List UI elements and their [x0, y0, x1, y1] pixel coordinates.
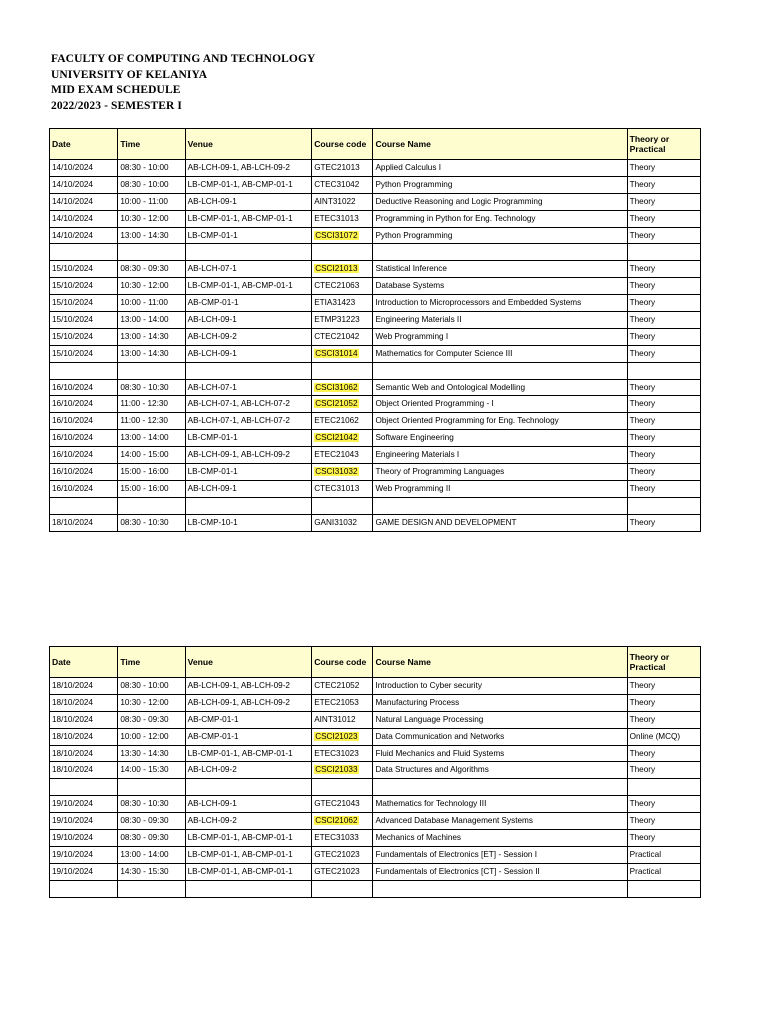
cell-course-code: ETEC31033 [312, 830, 373, 847]
cell-venue: LB-CMP-10-1 [185, 514, 312, 531]
cell-course-code: ETEC21043 [312, 447, 373, 464]
cell-course-code: CTEC31042 [312, 176, 373, 193]
table-row [50, 278, 701, 295]
cell-venue: LB-CMP-01-1 [185, 430, 312, 447]
empty-cell [50, 497, 118, 514]
empty-cell [627, 497, 700, 514]
cell-date: 18/10/2024 [50, 694, 118, 711]
cell-time: 10:30 - 12:00 [118, 278, 185, 295]
cell-course-code: AINT31022 [312, 193, 373, 210]
cell-course-name: Database Systems [373, 278, 627, 295]
cell-time: 11:00 - 12:30 [118, 413, 185, 430]
cell-time: 08:30 - 09:30 [118, 813, 185, 830]
table-row [50, 210, 701, 227]
cell-date: 15/10/2024 [50, 295, 118, 312]
cell-date: 14/10/2024 [50, 227, 118, 244]
cell-date: 15/10/2024 [50, 312, 118, 329]
empty-cell [627, 779, 700, 796]
cell-type: Theory [627, 464, 700, 481]
table-row [50, 728, 701, 745]
cell-course-code [312, 379, 373, 396]
empty-cell [373, 244, 627, 261]
cell-course-name: Introduction to Cyber security [373, 678, 627, 695]
cell-type: Theory [627, 261, 700, 278]
cell-date: 16/10/2024 [50, 464, 118, 481]
cell-time: 15:00 - 16:00 [118, 464, 185, 481]
cell-course-code [312, 396, 373, 413]
cell-type: Theory [627, 480, 700, 497]
empty-cell [627, 880, 700, 897]
cell-course-name: Python Programming [373, 176, 627, 193]
cell-time: 10:00 - 11:00 [118, 295, 185, 312]
empty-cell [50, 362, 118, 379]
cell-date: 16/10/2024 [50, 447, 118, 464]
cell-type: Theory [627, 396, 700, 413]
cell-date: 16/10/2024 [50, 430, 118, 447]
cell-course-name: Introduction to Microprocessors and Embedded Systems [373, 295, 627, 312]
table-row [50, 379, 701, 396]
cell-venue: AB-LCH-09-2 [185, 762, 312, 779]
empty-cell [118, 779, 185, 796]
empty-cell [118, 362, 185, 379]
empty-cell [627, 362, 700, 379]
cell-type: Theory [627, 379, 700, 396]
cell-venue: AB-LCH-09-1 [185, 312, 312, 329]
cell-venue: AB-CMP-01-1 [185, 295, 312, 312]
highlighted-course-code: CSCI21042 [315, 433, 358, 443]
cell-course-code [312, 762, 373, 779]
cell-course-code: ETEC31023 [312, 745, 373, 762]
spacer-row [50, 497, 701, 514]
column-header-type: Theory or Practical [627, 129, 700, 160]
cell-time: 13:30 - 14:30 [118, 745, 185, 762]
cell-date: 19/10/2024 [50, 846, 118, 863]
exam-schedule-table-1 [49, 128, 701, 532]
highlighted-course-code: CSCI21033 [315, 765, 358, 775]
cell-venue: AB-LCH-09-1 [185, 345, 312, 362]
cell-venue: AB-LCH-09-1 [185, 193, 312, 210]
cell-time: 10:00 - 12:00 [118, 728, 185, 745]
cell-course-name: Fundamentals of Electronics [ET] - Session I [373, 846, 627, 863]
column-header-venue: Venue [185, 647, 312, 678]
cell-venue: LB-CMP-01-1, AB-CMP-01-1 [185, 863, 312, 880]
cell-venue: AB-LCH-09-2 [185, 328, 312, 345]
cell-date: 14/10/2024 [50, 193, 118, 210]
table-row [50, 863, 701, 880]
cell-date: 19/10/2024 [50, 796, 118, 813]
table-row [50, 694, 701, 711]
cell-type: Theory [627, 813, 700, 830]
cell-course-name: Mathematics for Computer Science III [373, 345, 627, 362]
cell-time: 08:30 - 10:00 [118, 678, 185, 695]
table-row [50, 796, 701, 813]
cell-time: 13:00 - 14:00 [118, 430, 185, 447]
empty-cell [50, 880, 118, 897]
cell-type: Theory [627, 210, 700, 227]
cell-course-code: ETIA31423 [312, 295, 373, 312]
cell-time: 14:00 - 15:00 [118, 447, 185, 464]
cell-course-name: Object Oriented Programming - I [373, 396, 627, 413]
cell-time: 08:30 - 10:30 [118, 379, 185, 396]
cell-course-name: Fundamentals of Electronics [CT] - Session II [373, 863, 627, 880]
highlighted-course-code: CSCI31062 [315, 382, 358, 392]
cell-course-code: AINT31012 [312, 711, 373, 728]
highlighted-course-code: CSCI21062 [315, 816, 358, 826]
cell-type: Theory [627, 694, 700, 711]
cell-course-name: Engineering Materials I [373, 447, 627, 464]
cell-date: 15/10/2024 [50, 345, 118, 362]
column-header-venue: Venue [185, 129, 312, 160]
cell-type: Theory [627, 447, 700, 464]
cell-date: 18/10/2024 [50, 728, 118, 745]
cell-course-name: Data Structures and Algorithms [373, 762, 627, 779]
column-header-date: Date [50, 129, 118, 160]
cell-venue: AB-LCH-07-1, AB-LCH-07-2 [185, 396, 312, 413]
cell-time: 08:30 - 10:00 [118, 160, 185, 177]
cell-course-code: CTEC21042 [312, 328, 373, 345]
document-header [51, 52, 315, 114]
cell-type: Theory [627, 193, 700, 210]
cell-course-code: ETEC31013 [312, 210, 373, 227]
empty-cell [185, 779, 312, 796]
highlighted-course-code: CSCI21013 [315, 264, 358, 274]
cell-course-code: ETMP31223 [312, 312, 373, 329]
faculty-title: FACULTY OF COMPUTING AND TECHNOLOGY [51, 53, 316, 65]
column-header-course-code: Course code [312, 129, 373, 160]
cell-venue: LB-CMP-01-1, AB-CMP-01-1 [185, 830, 312, 847]
table-header-row [50, 129, 701, 160]
cell-venue: AB-LCH-07-1 [185, 261, 312, 278]
table-row [50, 261, 701, 278]
table-row [50, 176, 701, 193]
cell-venue: LB-CMP-01-1, AB-CMP-01-1 [185, 846, 312, 863]
highlighted-course-code: CSCI31014 [315, 348, 358, 358]
cell-time: 08:30 - 10:30 [118, 796, 185, 813]
spacer-row [50, 779, 701, 796]
table-row [50, 762, 701, 779]
cell-date: 14/10/2024 [50, 176, 118, 193]
empty-cell [185, 362, 312, 379]
empty-cell [312, 880, 373, 897]
cell-date: 19/10/2024 [50, 830, 118, 847]
empty-cell [50, 244, 118, 261]
cell-date: 15/10/2024 [50, 278, 118, 295]
cell-date: 15/10/2024 [50, 328, 118, 345]
spacer-row [50, 362, 701, 379]
spacer-row [50, 880, 701, 897]
cell-venue: LB-CMP-01-1, AB-CMP-01-1 [185, 745, 312, 762]
cell-course-name: Theory of Programming Languages [373, 464, 627, 481]
cell-venue: AB-LCH-09-1, AB-LCH-09-2 [185, 447, 312, 464]
table-row [50, 480, 701, 497]
cell-time: 13:00 - 14:00 [118, 846, 185, 863]
table-row [50, 830, 701, 847]
cell-time: 08:30 - 09:30 [118, 261, 185, 278]
cell-venue: LB-CMP-01-1, AB-CMP-01-1 [185, 278, 312, 295]
cell-type: Theory [627, 413, 700, 430]
cell-venue: LB-CMP-01-1 [185, 464, 312, 481]
table-row [50, 813, 701, 830]
cell-date: 16/10/2024 [50, 480, 118, 497]
highlighted-course-code: CSCI31072 [315, 230, 358, 240]
cell-course-code [312, 430, 373, 447]
table-row [50, 464, 701, 481]
table-row [50, 345, 701, 362]
table-row [50, 745, 701, 762]
cell-venue: AB-LCH-09-1, AB-LCH-09-2 [185, 694, 312, 711]
cell-type: Theory [627, 711, 700, 728]
cell-type: Theory [627, 745, 700, 762]
empty-cell [50, 779, 118, 796]
column-header-course-name: Course Name [373, 129, 627, 160]
cell-type: Practical [627, 863, 700, 880]
table-row [50, 430, 701, 447]
cell-time: 08:30 - 10:30 [118, 514, 185, 531]
highlighted-course-code: CSCI31032 [315, 466, 358, 476]
cell-time: 13:00 - 14:30 [118, 328, 185, 345]
cell-type: Theory [627, 295, 700, 312]
cell-course-name: Fluid Mechanics and Fluid Systems [373, 745, 627, 762]
cell-time: 10:30 - 12:00 [118, 210, 185, 227]
cell-date: 14/10/2024 [50, 160, 118, 177]
cell-date: 14/10/2024 [50, 210, 118, 227]
cell-course-code: CTEC21063 [312, 278, 373, 295]
cell-course-name: Semantic Web and Ontological Modelling [373, 379, 627, 396]
cell-venue: AB-LCH-07-1 [185, 379, 312, 396]
empty-cell [373, 880, 627, 897]
empty-cell [312, 497, 373, 514]
empty-cell [373, 497, 627, 514]
exam-schedule-table-2 [49, 646, 701, 898]
cell-venue: LB-CMP-01-1, AB-CMP-01-1 [185, 210, 312, 227]
cell-course-name: Statistical Inference [373, 261, 627, 278]
table-row [50, 514, 701, 531]
cell-course-name: Applied Calculus I [373, 160, 627, 177]
table-header-row [50, 647, 701, 678]
cell-venue: AB-LCH-09-2 [185, 813, 312, 830]
cell-date: 18/10/2024 [50, 762, 118, 779]
cell-course-name: Data Communication and Networks [373, 728, 627, 745]
column-header-course-name: Course Name [373, 647, 627, 678]
cell-type: Theory [627, 762, 700, 779]
table-row [50, 312, 701, 329]
cell-venue: AB-LCH-09-1, AB-LCH-09-2 [185, 678, 312, 695]
column-header-time: Time [118, 129, 185, 160]
cell-course-name: Programming in Python for Eng. Technology [373, 210, 627, 227]
table-row [50, 678, 701, 695]
column-header-type: Theory or Practical [627, 647, 700, 678]
empty-cell [627, 244, 700, 261]
empty-cell [118, 244, 185, 261]
cell-course-code [312, 345, 373, 362]
cell-course-name: Deductive Reasoning and Logic Programming [373, 193, 627, 210]
cell-type: Theory [627, 328, 700, 345]
empty-cell [373, 779, 627, 796]
empty-cell [185, 880, 312, 897]
empty-cell [373, 362, 627, 379]
cell-course-name: Software Engineering [373, 430, 627, 447]
cell-course-code: GANI31032 [312, 514, 373, 531]
cell-date: 16/10/2024 [50, 396, 118, 413]
column-header-time: Time [118, 647, 185, 678]
table-row [50, 295, 701, 312]
cell-course-code: ETEC21053 [312, 694, 373, 711]
column-header-course-code: Course code [312, 647, 373, 678]
table-row [50, 396, 701, 413]
cell-course-name: Object Oriented Programming for Eng. Technology [373, 413, 627, 430]
table-body [50, 160, 701, 532]
cell-venue: LB-CMP-01-1 [185, 227, 312, 244]
cell-course-code: ETEC21062 [312, 413, 373, 430]
cell-time: 10:00 - 11:00 [118, 193, 185, 210]
cell-course-code [312, 728, 373, 745]
cell-course-name: Advanced Database Management Systems [373, 813, 627, 830]
spacer-row [50, 244, 701, 261]
cell-course-code: GTEC21043 [312, 796, 373, 813]
cell-date: 15/10/2024 [50, 261, 118, 278]
cell-course-code [312, 813, 373, 830]
table-row [50, 846, 701, 863]
schedule-title: MID EXAM SCHEDULE [51, 84, 181, 96]
cell-venue: AB-LCH-09-1 [185, 480, 312, 497]
cell-venue: AB-LCH-09-1, AB-LCH-09-2 [185, 160, 312, 177]
cell-type: Theory [627, 678, 700, 695]
cell-venue: AB-CMP-01-1 [185, 728, 312, 745]
cell-time: 10:30 - 12:00 [118, 694, 185, 711]
cell-date: 16/10/2024 [50, 413, 118, 430]
cell-type: Theory [627, 160, 700, 177]
empty-cell [118, 497, 185, 514]
table-row [50, 227, 701, 244]
cell-course-code: GTEC21023 [312, 846, 373, 863]
cell-venue: AB-LCH-07-1, AB-LCH-07-2 [185, 413, 312, 430]
cell-time: 11:00 - 12:30 [118, 396, 185, 413]
cell-course-name: Natural Language Processing [373, 711, 627, 728]
cell-course-name: GAME DESIGN AND DEVELOPMENT [373, 514, 627, 531]
empty-cell [185, 244, 312, 261]
empty-cell [312, 779, 373, 796]
cell-type: Theory [627, 176, 700, 193]
cell-date: 18/10/2024 [50, 711, 118, 728]
cell-course-code [312, 227, 373, 244]
cell-time: 13:00 - 14:30 [118, 345, 185, 362]
cell-venue: AB-LCH-09-1 [185, 796, 312, 813]
cell-date: 19/10/2024 [50, 813, 118, 830]
cell-date: 16/10/2024 [50, 379, 118, 396]
empty-cell [118, 880, 185, 897]
cell-time: 08:30 - 09:30 [118, 830, 185, 847]
cell-course-name: Web Programming II [373, 480, 627, 497]
table-row [50, 711, 701, 728]
cell-course-name: Python Programming [373, 227, 627, 244]
cell-course-name: Manufacturing Process [373, 694, 627, 711]
table-row [50, 193, 701, 210]
highlighted-course-code: CSCI21052 [315, 399, 358, 409]
cell-course-code [312, 464, 373, 481]
table-body [50, 678, 701, 898]
cell-course-code: GTEC21023 [312, 863, 373, 880]
cell-type: Theory [627, 514, 700, 531]
empty-cell [312, 244, 373, 261]
cell-type: Practical [627, 846, 700, 863]
column-header-date: Date [50, 647, 118, 678]
cell-time: 14:30 - 15:30 [118, 863, 185, 880]
cell-time: 14:00 - 15:30 [118, 762, 185, 779]
university-name: UNIVERSITY OF KELANIYA [51, 68, 208, 81]
table-row [50, 413, 701, 430]
cell-time: 08:30 - 09:30 [118, 711, 185, 728]
cell-date: 18/10/2024 [50, 678, 118, 695]
cell-type: Theory [627, 796, 700, 813]
highlighted-course-code: CSCI21023 [315, 731, 358, 741]
semester-label: 2022/2023 - SEMESTER I [51, 99, 182, 112]
cell-course-code [312, 261, 373, 278]
cell-venue: AB-CMP-01-1 [185, 711, 312, 728]
table-row [50, 160, 701, 177]
cell-type: Theory [627, 830, 700, 847]
cell-course-code: GTEC21013 [312, 160, 373, 177]
cell-venue: LB-CMP-01-1, AB-CMP-01-1 [185, 176, 312, 193]
cell-course-name: Web Programming I [373, 328, 627, 345]
empty-cell [312, 362, 373, 379]
cell-course-name: Mechanics of Machines [373, 830, 627, 847]
cell-time: 15:00 - 16:00 [118, 480, 185, 497]
cell-course-name: Mathematics for Technology III [373, 796, 627, 813]
cell-type: Theory [627, 312, 700, 329]
cell-type: Theory [627, 345, 700, 362]
cell-type: Theory [627, 430, 700, 447]
cell-type: Online (MCQ) [627, 728, 700, 745]
empty-cell [185, 497, 312, 514]
cell-date: 18/10/2024 [50, 514, 118, 531]
cell-type: Theory [627, 227, 700, 244]
cell-course-code: CTEC31013 [312, 480, 373, 497]
table-row [50, 447, 701, 464]
cell-time: 13:00 - 14:30 [118, 227, 185, 244]
cell-date: 18/10/2024 [50, 745, 118, 762]
cell-course-code: CTEC21052 [312, 678, 373, 695]
cell-time: 08:30 - 10:00 [118, 176, 185, 193]
cell-date: 19/10/2024 [50, 863, 118, 880]
table-row [50, 328, 701, 345]
cell-course-name: Engineering Materials II [373, 312, 627, 329]
cell-time: 13:00 - 14:00 [118, 312, 185, 329]
cell-type: Theory [627, 278, 700, 295]
